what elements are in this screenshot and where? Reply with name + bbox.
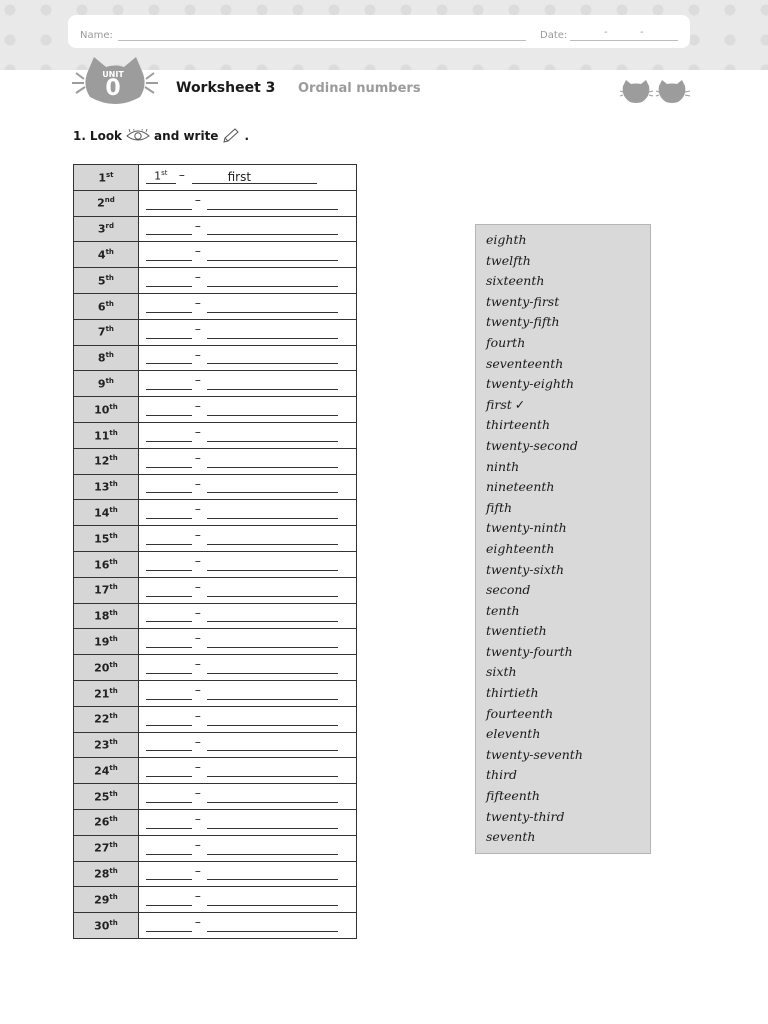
answer-cell[interactable] xyxy=(138,655,356,681)
word-blank[interactable] xyxy=(207,776,338,777)
table-row xyxy=(74,293,357,319)
table-row xyxy=(74,809,357,835)
ordinal-number-cell: 30th xyxy=(74,913,139,939)
list-item: second xyxy=(486,582,531,598)
list-item: fifth xyxy=(486,499,513,515)
cat-icon xyxy=(620,80,692,104)
table-row xyxy=(74,268,357,294)
answer-cell[interactable] xyxy=(138,216,356,242)
word-blank[interactable] xyxy=(207,725,338,726)
ordinal-number-cell: 17th xyxy=(74,577,139,603)
worksheet-title: Worksheet 3 xyxy=(176,80,276,96)
abbreviation-blank[interactable] xyxy=(146,518,192,519)
abbreviation-blank[interactable] xyxy=(146,312,192,313)
abbreviation-blank[interactable] xyxy=(146,596,192,597)
name-date-bar xyxy=(68,15,690,48)
word-blank[interactable] xyxy=(207,415,338,416)
dash: – xyxy=(194,502,201,517)
answer-cell[interactable] xyxy=(138,500,356,526)
list-item: eighteenth xyxy=(486,540,555,556)
ordinal-number-cell: 26th xyxy=(74,809,139,835)
ordinal-number-cell: 10th xyxy=(74,397,139,423)
answer-cell[interactable] xyxy=(138,887,356,913)
list-item: first ✓ xyxy=(486,396,526,412)
dash: – xyxy=(194,915,201,930)
abbreviation-blank[interactable] xyxy=(146,673,192,674)
abbreviation-blank[interactable] xyxy=(146,621,192,622)
table-row xyxy=(74,655,357,681)
abbreviation-blank[interactable] xyxy=(146,389,192,390)
list-item: seventh xyxy=(486,829,536,845)
check-icon: ✓ xyxy=(514,396,526,412)
list-item: sixteenth xyxy=(486,273,545,289)
word-blank[interactable] xyxy=(207,389,338,390)
list-item: eleventh xyxy=(486,726,541,742)
list-item: third xyxy=(486,767,518,783)
word-blank[interactable] xyxy=(207,905,338,906)
ordinal-number-cell: 2nd xyxy=(74,190,139,216)
date-label: Date: xyxy=(540,30,568,41)
answer-cell[interactable] xyxy=(138,371,356,397)
ordinal-number-cell: 15th xyxy=(74,526,139,552)
dash: – xyxy=(194,708,201,723)
ordinal-number-cell: 20th xyxy=(74,655,139,681)
list-item: twenty-fifth xyxy=(486,314,560,330)
word-blank[interactable] xyxy=(207,209,338,210)
ordinal-number-cell: 8th xyxy=(74,345,139,371)
ordinal-number-cell: 19th xyxy=(74,629,139,655)
dash: – xyxy=(194,244,201,259)
abbreviation-blank[interactable] xyxy=(146,338,192,339)
abbreviation-blank[interactable] xyxy=(146,260,192,261)
ordinal-number-cell: 12th xyxy=(74,448,139,474)
abbreviation-blank[interactable] xyxy=(146,879,192,880)
table-row xyxy=(74,397,357,423)
list-item: thirteenth xyxy=(486,417,550,433)
ordinal-number-cell: 5th xyxy=(74,268,139,294)
abbreviation-blank[interactable] xyxy=(146,544,192,545)
answer-cell[interactable] xyxy=(138,680,356,706)
worksheet-subtitle: Ordinal numbers xyxy=(298,81,421,96)
answer-cell[interactable] xyxy=(138,809,356,835)
abbreviation-blank[interactable] xyxy=(146,776,192,777)
word-blank[interactable] xyxy=(207,828,338,829)
example-abbreviation: 1st xyxy=(146,167,176,184)
abbreviation-blank[interactable] xyxy=(146,725,192,726)
abbreviation-blank[interactable] xyxy=(146,854,192,855)
word-blank[interactable] xyxy=(207,338,338,339)
ordinal-number-cell: 13th xyxy=(74,474,139,500)
instruction-look: Look xyxy=(89,129,123,143)
table-row xyxy=(74,422,357,448)
answer-cell[interactable] xyxy=(138,268,356,294)
dash: – xyxy=(194,424,201,439)
dash: – xyxy=(194,270,201,285)
table-row xyxy=(74,165,357,191)
list-item: fourth xyxy=(486,334,526,350)
table-row xyxy=(74,680,357,706)
word-blank[interactable] xyxy=(207,492,338,493)
ordinal-number-cell: 23th xyxy=(74,732,139,758)
table-row xyxy=(74,242,357,268)
dash: – xyxy=(194,192,201,207)
dash: – xyxy=(194,218,201,233)
list-item: twenty-eighth xyxy=(486,376,575,392)
word-box xyxy=(475,224,651,854)
list-item: tenth xyxy=(486,602,520,618)
ordinal-number-cell: 29th xyxy=(74,887,139,913)
list-item: twenty-seventh xyxy=(486,746,583,762)
word-blank[interactable] xyxy=(207,286,338,287)
answer-cell[interactable] xyxy=(138,448,356,474)
list-item: thirtieth xyxy=(486,685,539,701)
answer-cell[interactable] xyxy=(138,242,356,268)
list-item: twentieth xyxy=(486,623,547,639)
table-row xyxy=(74,913,357,939)
answer-cell[interactable] xyxy=(138,526,356,552)
ordinal-number-cell: 25th xyxy=(74,784,139,810)
word-blank[interactable] xyxy=(207,699,338,700)
table-row xyxy=(74,758,357,784)
table-row xyxy=(74,577,357,603)
table-row xyxy=(74,629,357,655)
word-blank[interactable] xyxy=(207,931,338,932)
dash: – xyxy=(194,682,201,697)
date-field[interactable] xyxy=(570,40,678,41)
table-row xyxy=(74,861,357,887)
abbreviation-blank[interactable] xyxy=(146,415,192,416)
abbreviation-blank[interactable] xyxy=(146,441,192,442)
dash: – xyxy=(194,553,201,568)
dash: – xyxy=(194,373,201,388)
abbreviation-blank[interactable] xyxy=(146,492,192,493)
list-item: twenty-fourth xyxy=(486,643,573,659)
list-item: sixth xyxy=(486,664,517,680)
dash: – xyxy=(194,399,201,414)
answer-cell[interactable] xyxy=(138,293,356,319)
dash: – xyxy=(194,605,201,620)
list-item: twenty-second xyxy=(486,437,578,453)
list-item: twenty-ninth xyxy=(486,520,567,536)
ordinal-number-cell: 18th xyxy=(74,603,139,629)
table-row xyxy=(74,474,357,500)
abbreviation-blank[interactable] xyxy=(146,699,192,700)
ordinal-number-cell: 1st xyxy=(74,165,139,191)
dash: – xyxy=(194,837,201,852)
dash: – xyxy=(194,863,201,878)
instruction xyxy=(73,128,249,144)
list-item: twenty-first xyxy=(486,293,560,309)
word-blank[interactable] xyxy=(207,544,338,545)
word-blank[interactable] xyxy=(207,363,338,364)
ordinal-number-cell: 14th xyxy=(74,500,139,526)
table-row xyxy=(74,526,357,552)
answer-cell[interactable] xyxy=(138,474,356,500)
answer-cell[interactable] xyxy=(138,551,356,577)
abbreviation-blank[interactable] xyxy=(146,234,192,235)
answer-cell[interactable] xyxy=(138,861,356,887)
ordinal-number-cell: 11th xyxy=(74,422,139,448)
name-field[interactable] xyxy=(118,40,526,41)
list-item: fifteenth xyxy=(486,788,540,804)
answer-cell[interactable] xyxy=(138,603,356,629)
unit-number: 0 xyxy=(105,76,121,101)
list-item: fourteenth xyxy=(486,705,554,721)
answer-cell[interactable] xyxy=(138,913,356,939)
answer-cell[interactable] xyxy=(138,706,356,732)
table-row xyxy=(74,345,357,371)
dash: – xyxy=(194,476,201,491)
answer-cell[interactable] xyxy=(138,319,356,345)
word-blank[interactable] xyxy=(207,467,338,468)
word-blank[interactable] xyxy=(207,596,338,597)
answer-cell[interactable] xyxy=(138,577,356,603)
table-row xyxy=(74,732,357,758)
table-row xyxy=(74,371,357,397)
abbreviation-blank[interactable] xyxy=(146,750,192,751)
ordinal-number-cell: 7th xyxy=(74,319,139,345)
ordinal-number-cell: 22th xyxy=(74,706,139,732)
ordinal-number-cell: 3rd xyxy=(74,216,139,242)
abbreviation-blank[interactable] xyxy=(146,647,192,648)
dash: – xyxy=(194,760,201,775)
word-blank[interactable] xyxy=(207,234,338,235)
pencil-icon xyxy=(222,128,240,144)
ordinal-number-cell: 24th xyxy=(74,758,139,784)
word-blank[interactable] xyxy=(207,750,338,751)
table-row xyxy=(74,319,357,345)
list-item: twenty-third xyxy=(486,808,565,824)
word-blank[interactable] xyxy=(207,621,338,622)
abbreviation-blank[interactable] xyxy=(146,828,192,829)
dash: – xyxy=(194,657,201,672)
ordinal-number-cell: 9th xyxy=(74,371,139,397)
answer-cell[interactable] xyxy=(138,397,356,423)
ordinal-table xyxy=(73,164,357,939)
answer-cell[interactable] xyxy=(138,629,356,655)
word-blank[interactable] xyxy=(207,647,338,648)
table-row xyxy=(74,448,357,474)
word-blank[interactable] xyxy=(207,673,338,674)
dash: – xyxy=(194,295,201,310)
abbreviation-blank[interactable] xyxy=(146,802,192,803)
list-item: ninth xyxy=(486,458,520,474)
word-blank[interactable] xyxy=(207,854,338,855)
instruction-period: . xyxy=(244,129,250,143)
table-row xyxy=(74,706,357,732)
abbreviation-blank[interactable] xyxy=(146,931,192,932)
answer-cell[interactable] xyxy=(138,732,356,758)
ordinal-number-cell: 16th xyxy=(74,551,139,577)
answer-cell[interactable] xyxy=(138,422,356,448)
dash: – xyxy=(194,321,201,336)
list-item: seventeenth xyxy=(486,355,564,371)
table-row xyxy=(74,835,357,861)
list-item: twelfth xyxy=(486,252,531,268)
word-blank[interactable] xyxy=(207,802,338,803)
date-separator: - xyxy=(604,27,608,38)
list-item: nineteenth xyxy=(486,479,555,495)
word-blank[interactable] xyxy=(207,879,338,880)
word-blank[interactable] xyxy=(207,312,338,313)
answer-cell[interactable] xyxy=(138,345,356,371)
list-item: eighth xyxy=(486,232,527,247)
dash: – xyxy=(194,347,201,362)
dash: – xyxy=(178,168,185,182)
abbreviation-blank[interactable] xyxy=(146,570,192,571)
word-blank[interactable] xyxy=(207,518,338,519)
dash: – xyxy=(194,734,201,749)
table-row xyxy=(74,784,357,810)
name-label: Name: xyxy=(80,30,113,41)
dash: – xyxy=(194,631,201,646)
table-row xyxy=(74,190,357,216)
ordinal-number-cell: 6th xyxy=(74,293,139,319)
ordinal-number-cell: 27th xyxy=(74,835,139,861)
ordinal-number-cell: 4th xyxy=(74,242,139,268)
word-blank[interactable] xyxy=(207,570,338,571)
instruction-and-write: and write xyxy=(154,129,219,143)
example-word: first xyxy=(192,171,317,184)
table-row xyxy=(74,551,357,577)
answer-cell[interactable] xyxy=(138,758,356,784)
answer-cell[interactable] xyxy=(138,190,356,216)
answer-cell[interactable] xyxy=(138,835,356,861)
table-row xyxy=(74,216,357,242)
word-blank[interactable] xyxy=(207,441,338,442)
abbreviation-blank[interactable] xyxy=(146,905,192,906)
eye-icon xyxy=(126,129,150,143)
table-row xyxy=(74,603,357,629)
table-row xyxy=(74,887,357,913)
word-blank[interactable] xyxy=(207,260,338,261)
answer-cell[interactable] xyxy=(138,784,356,810)
instruction-number: 1. xyxy=(73,129,86,143)
dash: – xyxy=(194,450,201,465)
abbreviation-blank[interactable] xyxy=(146,286,192,287)
abbreviation-blank[interactable] xyxy=(146,363,192,364)
date-separator: - xyxy=(640,27,644,38)
ordinal-number-cell: 28th xyxy=(74,861,139,887)
answer-cell[interactable] xyxy=(138,165,356,191)
abbreviation-blank[interactable] xyxy=(146,209,192,210)
dash: – xyxy=(194,889,201,904)
abbreviation-blank[interactable] xyxy=(146,467,192,468)
dash: – xyxy=(194,528,201,543)
unit-label: UNIT xyxy=(102,70,124,79)
list-item: twenty-sixth xyxy=(486,561,565,577)
dash: – xyxy=(194,786,201,801)
dash: – xyxy=(194,811,201,826)
dash: – xyxy=(194,579,201,594)
table-row xyxy=(74,500,357,526)
ordinal-number-cell: 21th xyxy=(74,680,139,706)
